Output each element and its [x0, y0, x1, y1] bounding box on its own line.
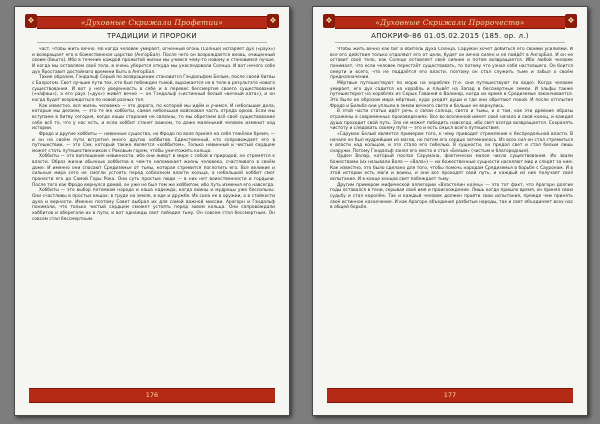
page-number-footer: 176: [29, 388, 275, 403]
section-title: АПОКРИФ-86 01.05.02.2015 (185. ор. л.): [335, 30, 565, 43]
page-number-footer: 177: [327, 388, 573, 403]
body-text: [330, 47, 573, 387]
paragraph: Хоббиты — это выбор потомкам народа и наша надежда, когда воины и мудрецы уже бессильны. Они счастливы в простых вещах: в труде на земле, в еде и дружбе. Их сила не в оружии, а в стойкости духа и верности. Именно поэтому Совет выбрал их для самой важной миссии. Арагорн и Гэндальф понимали, что только чистый сердцем сможет устоять перед зовом кольца. Они сопровождали хоббитов и оберегали их в пути, и вот однажды свет победил тьму. Он совсем стал бессмертным. Он совсем стал бессмертным.: [32, 188, 275, 222]
ornament-icon: ❖: [25, 14, 37, 28]
paragraph: «Саруман Белый является примером того, к чему приводит стремление к беспредельной власти. В начале он был мудрейшим из магов, но потом его сердце затемнилось. Из всех сил он стал стремиться к власти над кольцом, и это стало его гибелью. В сущности, он предал свет и стал белым лишь снаружи. Потому Гэндальф занял его место и стал «Белым» (чистым и благородным).: [330, 131, 573, 154]
paragraph: Фродо и другие хоббиты — невинные существа, но Фродо по воле принял на себя тяжёлое бремя, — и он на своём пути встретил много других хоббитов. Единственный, кто сопровождает его в путешествии, — это Сэм, который также является «хоббитом». Только невинный и чистый сердцем может стать путешественником с Роковым горем, чтобы уничтожить кольцо.: [32, 131, 275, 154]
section-title: ТРАДИЦИИ И ПРОРОКИ: [37, 30, 267, 43]
paragraph: част, чтобы жить вечно. Но когда человек умирает, огненный огонь (Солнце) испаряет дух («раух») и возвращает его в божественное царство (АнгорБал). После чего он возрождается вновь, очищенный своим (бешта). Ибо в течение каждой прожитой жизни мы учимся чему-то новому и становимся лучше. И когда мы оставляем своё тело, в очень уберется откуда мы унаследовали Солнца. И вот нечего себе дух Яроставит достойнаго времени быть в АнгорБал.: [32, 47, 275, 75]
ornament-icon: ❖: [323, 14, 335, 28]
page-header-banner: «Духовные Скрижали Пророчеств»: [335, 16, 565, 29]
paragraph: В этой части статьи идёт речь о связи солнца, света и тьмы, и о том, как эти древние образы отражены в современных произведениях. Все во вселенной имеет своё начало и свой конец, и каждая душа проходит свой путь. Зло не может победить навсегда, ибо свет всегда возвращается. Сохранять чистоту и следовать своему пути — это и есть смысл всего путешествия.: [330, 109, 573, 132]
ornament-icon: ❖: [267, 14, 279, 28]
paragraph: Мёртвые путешествуют по морю на кораблях (т.е. они путешествуют по воде). Когда человек умирает, его дух садится на корабль и плывёт на Запад в бессмертные земли. И эльфы также путешествуют на кораблях из Серых Гаваней в Валинор, когда их время в Средиземье заканчивается. Это было их образом мира мёртвых, куда уходят души и где они обретают покой. И после отплытия Фродо и Бильбо они уплыли в земли вечного света и больше не вернулись.: [330, 80, 573, 109]
page-header-banner: «Духовные Скрижали Профетии»: [37, 16, 267, 29]
left-page: [14, 6, 290, 416]
paragraph: Такие образом, Гэндальф Серый по возвращении становится Гэндальфом Белым, после своей битвы с Балрогом. Свет лучшие пути тех, кто был побежден тьмой, выражается не в теле в результате нового существования. И вот у него уверенность в себе и в перевес бессмертия своего существования («нафаш»), а его раух («дух») живёт вечно — он Гэндальф («истинный белый «вечный ката»), и он когда будет возрождаться по новой разных тел.: [32, 75, 275, 103]
paragraph: Как известно, вся жизнь человека — это дорога, по которой мы идём и учимся. И небольшие дела, которые мы делаем, — это те же хоббиты, самая небольшая войсковая часть отряда орков. Если мы вступаем в битву сегодня, когда наши старания не связаны, то мы обретаем всё своё существование себе всё то, что у нас есть, и если хоббит станет воином, то даже маленький человек изменит ход истории.: [32, 103, 275, 132]
paragraph: Чтобы жить вечно как бог в обитель Духа Солнца, Саруман хочет добиться его своими усилиями. И все его действия только отдаляют его от цели, будет он вечно силен и не пойдёт в АнгорБал. И он не оставит своё тело, как Солнце оставляет своё сияние и потом возвращается. Ибо любой человек понимает, что если человек перестаёт существовать, то потому что узнал себя настоящего. Он боится смерти и всего, что не поддаётся его власти, поэтому он стал служить тьме и забыл о своём предназначении.: [330, 47, 573, 81]
ornament-icon: ❖: [565, 14, 577, 28]
paragraph: Хоббиты — это воплощение невинности, ибо они живут в мире с собой и природой, не стремятся к власти. Образ жизни обычных хоббитов в чем-то напоминает жизнь человека, счастливого в своём доме. И именно они спасают Средиземье от тьмы, которая стремится поглотить его. Все великие и сильные мира сего не смогли устоять перед соблазном власти кольца, а небольшой хоббит смог пронести его до Самой Горы Рока. Они суть простые люди — в них нет воинственности и гордыни. После того как Фродо вернулся домой, он уже не был тем же хоббитом, ибо путь изменил его навсегда.: [32, 154, 275, 188]
paragraph: Другим примером мифической аллегории «Властелин колец» — это тот факт, что Арагорн долгие годы оставался в тени, скрывая своё имя и происхождение. Лишь когда пришло время, он принял свою судьбу и стал королём. Так и каждый человек должен пройти свои испытания, прежде чем принять своё истинное назначение. И как Арагорн объединил разбитые народы, так и свет объединяет всех нас в общей борьбе.: [330, 182, 573, 211]
body-text: [32, 47, 275, 387]
paragraph: Орден Валар, который послал Сарумана, фактически малое число существования. Их звали божествами (их называли Вала — «Вала») — их божественные сущности населяют мир и следят за ним. Как известно, это было сделано для того, чтобы помочь народам Средиземья в борьбе с Сауроном. И в этой истории есть маги и воины, и они все проходят свой путь, и каждый из них получает своё испытание. И в конце концов свет побеждает тьму.: [330, 154, 573, 183]
right-page: [312, 6, 588, 416]
